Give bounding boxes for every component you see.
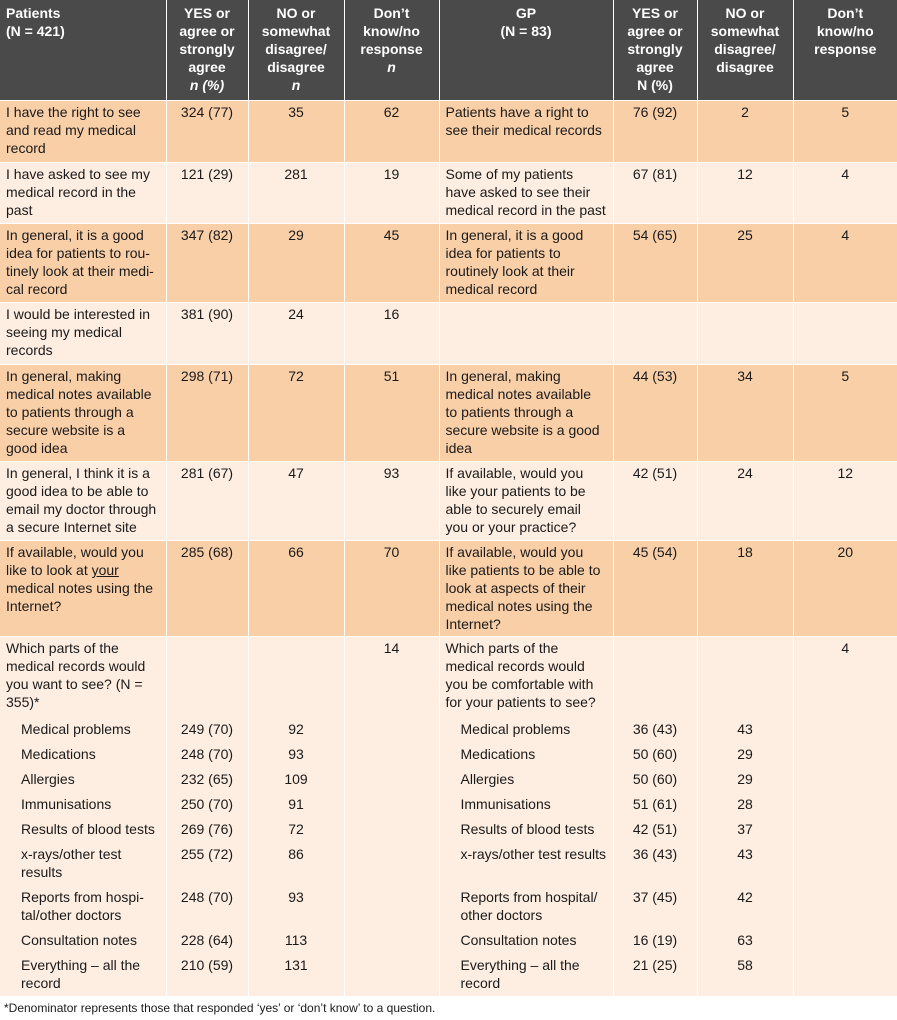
- patient-subitem: Consultation notes: [0, 928, 166, 953]
- patient-dk: 19: [344, 163, 439, 224]
- patient-subitem: x-rays/other test results: [0, 842, 166, 885]
- patient-yes: 285 (68): [166, 541, 248, 637]
- table-subrow: [0, 717, 897, 742]
- patient-dk: [344, 717, 439, 742]
- patient-no: [248, 637, 344, 717]
- patients-header: [0, 0, 166, 101]
- patients-n: (N = 421): [6, 23, 65, 39]
- patient-no: 92: [248, 717, 344, 742]
- gp-n: (N = 83): [500, 23, 552, 39]
- gp-question: In general, making medical notes available to patients through a secure website is a good idea: [439, 365, 613, 462]
- table-subrow: [0, 742, 897, 767]
- table-subrow: [0, 885, 897, 928]
- patient-no: 93: [248, 742, 344, 767]
- patient-dk: [344, 928, 439, 953]
- patient-yes: 324 (77): [166, 101, 248, 163]
- gp-no: 24: [697, 462, 793, 541]
- patient-dk: 16: [344, 303, 439, 365]
- patient-no: 281: [248, 163, 344, 224]
- gp-question: If available, would you like your patients to be able to securely email you or your practice?: [439, 462, 613, 541]
- patient-yes: 248 (70): [166, 885, 248, 928]
- gp-dk: 4: [793, 163, 897, 224]
- patients-yes-label: YES or agree or strongly agree: [179, 5, 235, 75]
- patient-no: 66: [248, 541, 344, 637]
- table-subrow: [0, 842, 897, 885]
- gp-subitem: Results of blood tests: [439, 817, 613, 842]
- gp-yes: 42 (51): [613, 462, 697, 541]
- gp-dk-header: [793, 0, 897, 101]
- patients-no-unit: n: [291, 77, 301, 93]
- gp-no: 25: [697, 224, 793, 303]
- patient-no: 72: [248, 817, 344, 842]
- gp-question: Patients have a right to see their medical records: [439, 101, 613, 163]
- gp-yes: 44 (53): [613, 365, 697, 462]
- gp-no: 28: [697, 792, 793, 817]
- patient-dk: [344, 842, 439, 885]
- gp-yes: 54 (65): [613, 224, 697, 303]
- patient-no: 72: [248, 365, 344, 462]
- patients-yes-header: [166, 0, 248, 101]
- gp-no: 37: [697, 817, 793, 842]
- patient-dk: [344, 817, 439, 842]
- gp-yes: [613, 637, 697, 717]
- patient-yes: [166, 637, 248, 717]
- gp-no: 34: [697, 365, 793, 462]
- patient-question: Which parts of the medical records would you want to see? (N = 355)*: [0, 637, 166, 717]
- gp-yes-header: [613, 0, 697, 101]
- gp-no: 43: [697, 717, 793, 742]
- gp-dk: 20: [793, 541, 897, 637]
- gp-yes: 50 (60): [613, 742, 697, 767]
- gp-yes: 16 (19): [613, 928, 697, 953]
- patients-dk-unit: n: [387, 59, 396, 75]
- patients-dk-label: Don’t know/no response: [360, 5, 423, 57]
- patients-no-header: [248, 0, 344, 101]
- patients-dk-header: [344, 0, 439, 101]
- gp-yes: [613, 303, 697, 365]
- table-row: [0, 224, 897, 303]
- gp-dk: 4: [793, 637, 897, 717]
- gp-yes: 76 (92): [613, 101, 697, 163]
- patient-dk: 62: [344, 101, 439, 163]
- patient-dk: 14: [344, 637, 439, 717]
- patient-yes: 121 (29): [166, 163, 248, 224]
- patient-dk: 51: [344, 365, 439, 462]
- gp-yes: 67 (81): [613, 163, 697, 224]
- patient-question: In general, I think it is a good idea to be able to email my doctor through a secure Internet site: [0, 462, 166, 541]
- patient-dk: 70: [344, 541, 439, 637]
- gp-dk: [793, 817, 897, 842]
- patient-subitem: Everything – all the record: [0, 953, 166, 996]
- gp-yes: 21 (25): [613, 953, 697, 996]
- patient-no: 29: [248, 224, 344, 303]
- gp-no: 58: [697, 953, 793, 996]
- patient-question-part: medical notes using the Internet?: [6, 580, 154, 614]
- patient-question: [0, 541, 166, 637]
- patient-dk: 93: [344, 462, 439, 541]
- gp-question: Some of my patients have asked to see their medical record in the past: [439, 163, 613, 224]
- table-subrow: [0, 817, 897, 842]
- gp-dk: 5: [793, 101, 897, 163]
- patients-no-label: NO or somewhat disagree/ disagree: [261, 5, 331, 75]
- patient-yes: 228 (64): [166, 928, 248, 953]
- patient-no: 24: [248, 303, 344, 365]
- gp-no: 29: [697, 767, 793, 792]
- patient-question-underlined: your: [91, 562, 119, 578]
- gp-yes-unit: N (%): [637, 77, 673, 93]
- gp-header: [439, 0, 613, 101]
- gp-title: GP: [515, 5, 537, 21]
- patient-yes: 255 (72): [166, 842, 248, 885]
- patient-subitem: Allergies: [0, 767, 166, 792]
- gp-yes: 50 (60): [613, 767, 697, 792]
- gp-no: [697, 303, 793, 365]
- gp-dk: [793, 303, 897, 365]
- patient-yes: 298 (71): [166, 365, 248, 462]
- patient-yes: 210 (59): [166, 953, 248, 996]
- patient-no: 47: [248, 462, 344, 541]
- gp-subitem: Medical problems: [439, 717, 613, 742]
- patient-question: In general, making medical notes available to patients through a secure website is a good idea: [0, 365, 166, 462]
- patient-yes: 381 (90): [166, 303, 248, 365]
- table-footnote: *Denominator represents those that responded ‘yes’ or ‘don’t know’ to a question.: [4, 1000, 436, 1015]
- gp-yes: 42 (51): [613, 817, 697, 842]
- gp-dk: [793, 928, 897, 953]
- gp-subitem: Immunisations: [439, 792, 613, 817]
- gp-yes: 36 (43): [613, 717, 697, 742]
- gp-question: Which parts of the medical records would you be comfortable with for your patients to see?: [439, 637, 613, 717]
- patient-yes: 281 (67): [166, 462, 248, 541]
- table-subrow: [0, 953, 897, 996]
- patient-subitem: Immunisations: [0, 792, 166, 817]
- patient-dk: [344, 792, 439, 817]
- patient-yes: 249 (70): [166, 717, 248, 742]
- gp-subitem: Consultation notes: [439, 928, 613, 953]
- patient-subitem: Results of blood tests: [0, 817, 166, 842]
- gp-dk: [793, 885, 897, 928]
- table-row: [0, 101, 897, 163]
- patient-no: 109: [248, 767, 344, 792]
- gp-yes-label: YES or agree or strongly agree: [627, 5, 683, 75]
- gp-subitem: Medications: [439, 742, 613, 767]
- gp-no-label: NO or somewhat disagree/ disagree: [710, 5, 780, 75]
- gp-no: 12: [697, 163, 793, 224]
- gp-no: 18: [697, 541, 793, 637]
- patient-no: 113: [248, 928, 344, 953]
- gp-subitem: Reports from hospital/ other doctors: [439, 885, 613, 928]
- patient-no: 91: [248, 792, 344, 817]
- gp-no: 63: [697, 928, 793, 953]
- gp-no: 29: [697, 742, 793, 767]
- patient-yes: 248 (70): [166, 742, 248, 767]
- patient-question-part: If available, would you like to look at: [6, 544, 144, 578]
- gp-no: [697, 637, 793, 717]
- patient-question: I have asked to see my medical record in the past: [0, 163, 166, 224]
- patient-question: I have the right to see and read my medical record: [0, 101, 166, 163]
- patient-no: 35: [248, 101, 344, 163]
- table-subrow: [0, 767, 897, 792]
- patient-dk: [344, 742, 439, 767]
- patient-yes: 269 (76): [166, 817, 248, 842]
- gp-dk: 5: [793, 365, 897, 462]
- patient-yes: 232 (65): [166, 767, 248, 792]
- gp-yes: 45 (54): [613, 541, 697, 637]
- patient-dk: 45: [344, 224, 439, 303]
- patient-dk: [344, 885, 439, 928]
- patient-question: I would be interested in seeing my medical records: [0, 303, 166, 365]
- gp-dk-label: Don’t know/no response: [814, 5, 877, 57]
- gp-dk: 4: [793, 224, 897, 303]
- gp-dk: [793, 953, 897, 996]
- table-row: [0, 365, 897, 462]
- gp-dk: [793, 742, 897, 767]
- gp-no: 43: [697, 842, 793, 885]
- gp-dk: 12: [793, 462, 897, 541]
- gp-no: 2: [697, 101, 793, 163]
- table-row: [0, 462, 897, 541]
- gp-yes: 51 (61): [613, 792, 697, 817]
- patient-subitem: Medical problems: [0, 717, 166, 742]
- patient-subitem: Medications: [0, 742, 166, 767]
- gp-no-header: [697, 0, 793, 101]
- patient-no: 86: [248, 842, 344, 885]
- gp-question: In general, it is a good idea for patients to routinely look at their medical record: [439, 224, 613, 303]
- gp-yes: 36 (43): [613, 842, 697, 885]
- table-row: [0, 163, 897, 224]
- patient-yes: 250 (70): [166, 792, 248, 817]
- patient-no: 131: [248, 953, 344, 996]
- patient-dk: [344, 767, 439, 792]
- gp-dk: [793, 842, 897, 885]
- patients-yes-unit: n (%): [189, 77, 225, 93]
- gp-subitem: x-rays/other test results: [439, 842, 613, 885]
- table-subrow: [0, 928, 897, 953]
- patient-no: 93: [248, 885, 344, 928]
- patient-yes: 347 (82): [166, 224, 248, 303]
- gp-subitem: Allergies: [439, 767, 613, 792]
- patients-title: Patients: [6, 5, 61, 21]
- patient-subitem: Reports from hospi-tal/other doctors: [0, 885, 166, 928]
- gp-dk: [793, 792, 897, 817]
- gp-no: 42: [697, 885, 793, 928]
- gp-subitem: Everything – all the record: [439, 953, 613, 996]
- gp-question: [439, 303, 613, 365]
- table-row: [0, 303, 897, 365]
- patient-question: In general, it is a good idea for patients to rou-tinely look at their medi-cal record: [0, 224, 166, 303]
- table-row: [0, 541, 897, 637]
- gp-yes: 37 (45): [613, 885, 697, 928]
- gp-dk: [793, 717, 897, 742]
- table-row: [0, 637, 897, 717]
- patient-dk: [344, 953, 439, 996]
- gp-dk: [793, 767, 897, 792]
- gp-question: If available, would you like patients to be able to look at aspects of their medical notes using the Internet?: [439, 541, 613, 637]
- header-row: [0, 0, 897, 101]
- table-subrow: [0, 792, 897, 817]
